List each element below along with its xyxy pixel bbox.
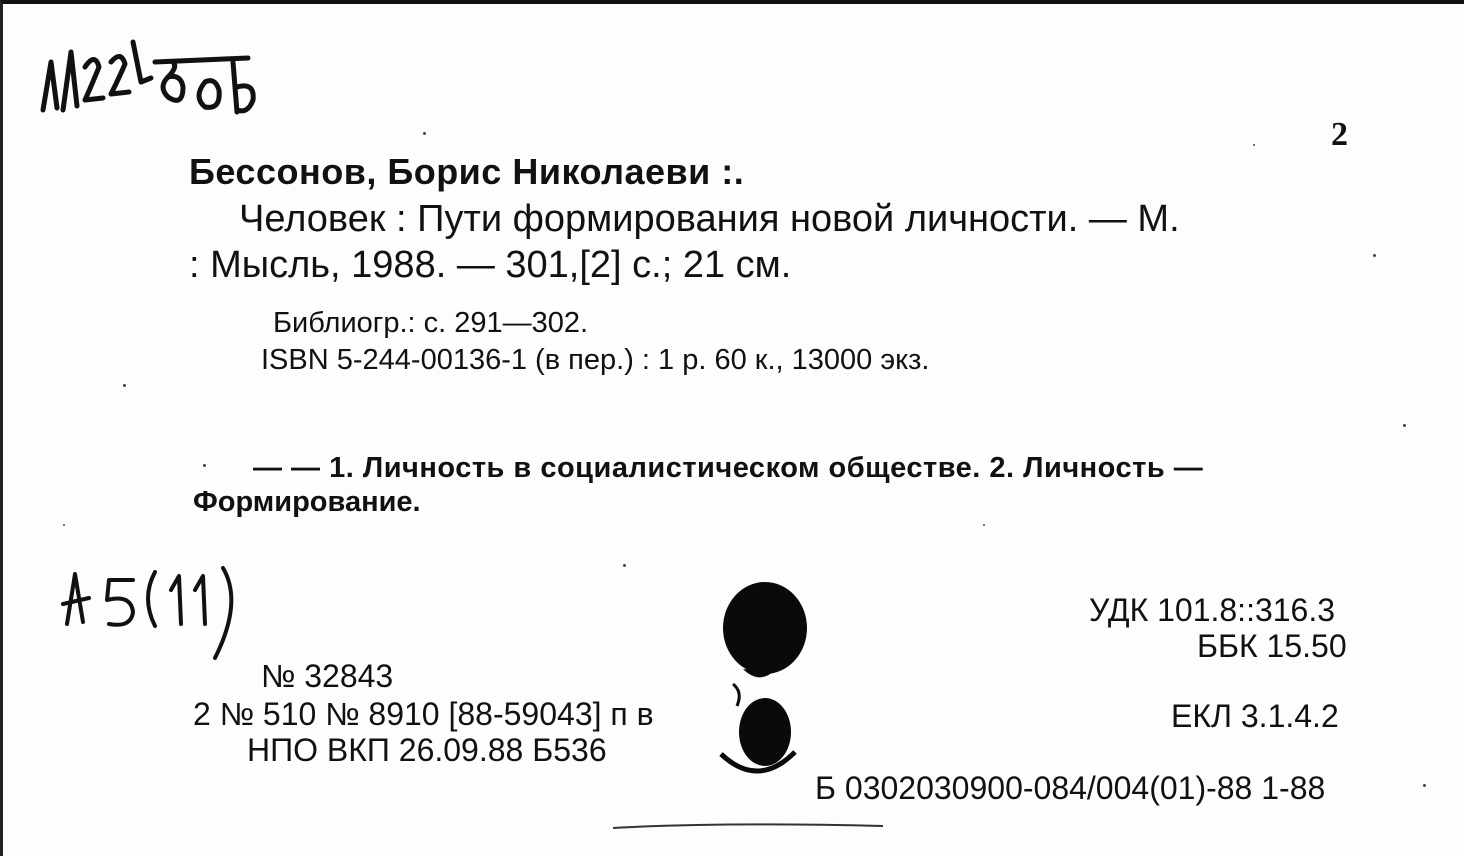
- order-line: 2 № 510 № 8910 [88-59043] п в: [193, 696, 654, 732]
- punched-hole: [703, 574, 823, 794]
- card-number: 2: [1331, 116, 1348, 153]
- subjects-line-2: Формирование.: [193, 486, 421, 518]
- b-code: Б 0302030900-084/004(01)-88 1-88: [815, 770, 1326, 806]
- dust-speck: [983, 524, 985, 526]
- dust-speck: [623, 564, 626, 567]
- dust-speck: [1423, 784, 1426, 787]
- dust-speck: [63, 524, 65, 526]
- bottom-smudge: [603, 816, 903, 836]
- dust-speck: [423, 132, 426, 135]
- title-line-1: Человек : Пути формирования новой личности. — М.: [239, 198, 1180, 240]
- dust-speck: [123, 384, 126, 387]
- dust-speck: [1253, 144, 1255, 146]
- title-line-2: : Мысль, 1988. — 301,[2] с.; 21 см.: [189, 244, 792, 286]
- isbn-line: ISBN 5-244-00136-1 (в пер.) : 1 р. 60 к., 13000 экз.: [261, 344, 930, 376]
- dust-speck: [203, 464, 206, 467]
- handwritten-shelf-mark: [53, 562, 253, 662]
- dust-speck: [1373, 254, 1376, 257]
- ekl-code: ЕКЛ 3.1.4.2: [1171, 698, 1339, 734]
- handwritten-inventory-number: [33, 22, 273, 122]
- bibliography-note: Библиогр.: с. 291—302.: [273, 307, 589, 339]
- dust-speck: [1403, 424, 1406, 427]
- subjects-line-1: — — 1. Личность в социалистическом обществе. 2. Личность —: [253, 452, 1204, 484]
- bbk-code: ББК 15.50: [1197, 628, 1347, 664]
- npo-line: НПО ВКП 26.09.88 Б536: [247, 732, 607, 768]
- author-heading: Бессонов, Борис Николаеви :.: [189, 151, 745, 192]
- record-number: № 32843: [261, 658, 394, 694]
- udk-code: УДК 101.8::316.3: [1089, 592, 1336, 628]
